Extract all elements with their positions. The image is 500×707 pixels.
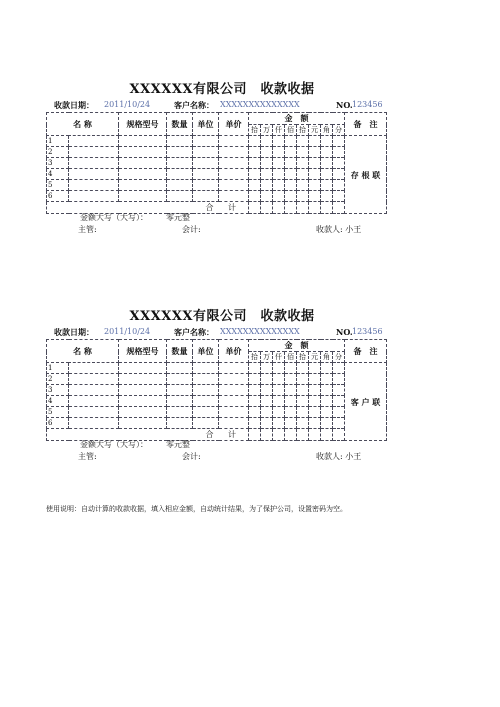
row-number: 5 [47, 180, 69, 191]
amount-digit-cell[interactable] [273, 180, 285, 191]
amount-words-label: 金额大写（大写）： [80, 440, 148, 449]
amount-digit-cell[interactable] [309, 418, 321, 429]
total-digit-cell[interactable] [249, 429, 261, 441]
total-digit-cell[interactable] [273, 202, 285, 214]
amount-words-value: 零元整 [166, 440, 190, 449]
row-number: 1 [47, 363, 69, 374]
amount-digit-cell[interactable] [249, 396, 261, 407]
amount-digit-cell[interactable] [297, 158, 309, 169]
amount-digit-cell[interactable] [297, 363, 309, 374]
item-price-cell[interactable] [219, 169, 249, 180]
total-digit-cell[interactable] [261, 202, 273, 214]
amount-digit-cell[interactable] [273, 363, 285, 374]
item-price-cell[interactable] [219, 363, 249, 374]
item-spec-cell[interactable] [119, 418, 167, 429]
amount-digit-cell[interactable] [333, 158, 345, 169]
amount-digit-cell[interactable] [261, 418, 273, 429]
item-qty-cell[interactable] [167, 418, 193, 429]
item-qty-cell[interactable] [167, 191, 193, 202]
item-spec-cell[interactable] [119, 180, 167, 191]
payee-label: 收款人: 小王 [316, 225, 362, 234]
amount-digit-cell[interactable] [261, 158, 273, 169]
amount-digit-cell[interactable] [249, 407, 261, 418]
item-spec-cell[interactable] [119, 396, 167, 407]
amount-digit-cell[interactable] [273, 169, 285, 180]
header-unit: 单位 [193, 340, 219, 363]
amount-digit-cell[interactable] [273, 147, 285, 158]
amount-digit-cell[interactable] [321, 418, 333, 429]
row-number: 4 [47, 169, 69, 180]
item-unit-cell[interactable] [193, 136, 219, 147]
item-unit-cell[interactable] [193, 158, 219, 169]
amount-digit-cell[interactable] [273, 407, 285, 418]
amount-digit-cell[interactable] [297, 136, 309, 147]
amount-digit-cell[interactable] [285, 374, 297, 385]
item-unit-cell[interactable] [193, 191, 219, 202]
amount-digit-cell[interactable] [249, 147, 261, 158]
digit-header: 元 [309, 352, 321, 363]
customer-label: 客户名称： [174, 327, 214, 337]
row-number: 3 [47, 158, 69, 169]
digit-header: 仟 [273, 352, 285, 363]
customer-label: 客户名称： [174, 100, 214, 110]
receipt-title: XXXXXX有限公司 收款收据 [129, 309, 315, 324]
item-unit-cell[interactable] [193, 396, 219, 407]
amount-digit-cell[interactable] [321, 407, 333, 418]
amount-digit-cell[interactable] [333, 363, 345, 374]
item-name-cell[interactable] [69, 158, 119, 169]
amount-digit-cell[interactable] [285, 385, 297, 396]
item-name-cell[interactable] [69, 169, 119, 180]
date-value: 2011/10/24 [104, 100, 151, 109]
digit-header: 佰 [285, 125, 297, 136]
row-number: 6 [47, 191, 69, 202]
item-unit-cell[interactable] [193, 374, 219, 385]
amount-digit-cell[interactable] [333, 147, 345, 158]
digit-header: 仟 [273, 125, 285, 136]
digit-header: 万 [261, 352, 273, 363]
item-qty-cell[interactable] [167, 180, 193, 191]
copy-stub-label: 存 根 联 [345, 136, 387, 214]
amount-digit-cell[interactable] [261, 191, 273, 202]
item-name-cell[interactable] [69, 418, 119, 429]
total-digit-cell[interactable] [333, 429, 345, 441]
amount-digit-cell[interactable] [285, 396, 297, 407]
item-name-cell[interactable] [69, 136, 119, 147]
date-label: 收款日期： [54, 100, 94, 110]
usage-note: 使用说明：自动计算的收款收据，填入相应金额，自动统计结果，为了保护公司，设置密码为空。 [46, 505, 347, 513]
item-name-cell[interactable] [69, 191, 119, 202]
amount-digit-cell[interactable] [249, 158, 261, 169]
amount-digit-cell[interactable] [285, 363, 297, 374]
amount-digit-cell[interactable] [309, 363, 321, 374]
item-spec-cell[interactable] [119, 169, 167, 180]
item-qty-cell[interactable] [167, 363, 193, 374]
receipt-no-label: NO. [336, 327, 353, 337]
total-digit-cell[interactable] [309, 429, 321, 441]
payee-label: 收款人: 小王 [316, 452, 362, 461]
item-qty-cell[interactable] [167, 385, 193, 396]
header-qty: 数量 [167, 113, 193, 136]
amount-digit-cell[interactable] [273, 136, 285, 147]
amount-digit-cell[interactable] [249, 191, 261, 202]
receipt-title: XXXXXX有限公司 收款收据 [129, 82, 315, 97]
item-unit-cell[interactable] [193, 385, 219, 396]
amount-digit-cell[interactable] [249, 418, 261, 429]
total-digit-cell[interactable] [249, 202, 261, 214]
customer-value: XXXXXXXXXXXXXX [220, 327, 300, 336]
amount-digit-cell[interactable] [321, 147, 333, 158]
amount-digit-cell[interactable] [309, 169, 321, 180]
item-qty-cell[interactable] [167, 147, 193, 158]
item-qty-cell[interactable] [167, 374, 193, 385]
amount-digit-cell[interactable] [333, 385, 345, 396]
total-digit-cell[interactable] [297, 429, 309, 441]
digit-header: 分 [333, 125, 345, 136]
amount-digit-cell[interactable] [321, 136, 333, 147]
item-name-cell[interactable] [69, 407, 119, 418]
total-digit-cell[interactable] [261, 429, 273, 441]
item-qty-cell[interactable] [167, 136, 193, 147]
receipt-no-value: 123456 [352, 327, 383, 336]
amount-digit-cell[interactable] [273, 374, 285, 385]
item-price-cell[interactable] [219, 396, 249, 407]
receipt-info-row [46, 100, 398, 112]
amount-digit-cell[interactable] [285, 136, 297, 147]
amount-digit-cell[interactable] [273, 385, 285, 396]
total-label: 合 计 [47, 202, 249, 214]
item-name-cell[interactable] [69, 385, 119, 396]
digit-header: 拾 [249, 125, 261, 136]
item-unit-cell[interactable] [193, 180, 219, 191]
item-spec-cell[interactable] [119, 147, 167, 158]
header-spec: 规格型号 [119, 340, 167, 363]
item-price-cell[interactable] [219, 385, 249, 396]
item-unit-cell[interactable] [193, 407, 219, 418]
amount-digit-cell[interactable] [333, 169, 345, 180]
row-number: 2 [47, 374, 69, 385]
item-qty-cell[interactable] [167, 396, 193, 407]
header-remark: 备 注 [345, 113, 387, 136]
amount-digit-cell[interactable] [309, 136, 321, 147]
amount-digit-cell[interactable] [249, 374, 261, 385]
digit-header: 拾 [297, 125, 309, 136]
item-spec-cell[interactable] [119, 191, 167, 202]
item-unit-cell[interactable] [193, 169, 219, 180]
item-price-cell[interactable] [219, 136, 249, 147]
header-amount: 金 额 [249, 113, 345, 125]
amount-digit-cell[interactable] [333, 418, 345, 429]
item-spec-cell[interactable] [119, 158, 167, 169]
item-name-cell[interactable] [69, 180, 119, 191]
row-number: 2 [47, 147, 69, 158]
digit-header: 分 [333, 352, 345, 363]
item-price-cell[interactable] [219, 147, 249, 158]
accountant-label: 会计: [182, 452, 201, 461]
date-label: 收款日期： [54, 327, 94, 337]
amount-digit-cell[interactable] [273, 396, 285, 407]
header-amount: 金 额 [249, 340, 345, 352]
item-qty-cell[interactable] [167, 407, 193, 418]
header-unit: 单位 [193, 113, 219, 136]
item-spec-cell[interactable] [119, 136, 167, 147]
amount-digit-cell[interactable] [249, 363, 261, 374]
amount-digit-cell[interactable] [261, 147, 273, 158]
supervisor-label: 主管: [78, 452, 97, 461]
header-price: 单价 [219, 340, 249, 363]
amount-digit-cell[interactable] [321, 385, 333, 396]
item-qty-cell[interactable] [167, 158, 193, 169]
customer-value: XXXXXXXXXXXXXX [220, 100, 300, 109]
item-spec-cell[interactable] [119, 407, 167, 418]
item-qty-cell[interactable] [167, 169, 193, 180]
amount-digit-cell[interactable] [309, 385, 321, 396]
amount-digit-cell[interactable] [297, 147, 309, 158]
digit-header: 佰 [285, 352, 297, 363]
receipt-info-row [46, 327, 398, 339]
item-unit-cell[interactable] [193, 363, 219, 374]
total-digit-cell[interactable] [321, 202, 333, 214]
item-spec-cell[interactable] [119, 374, 167, 385]
supervisor-label: 主管: [78, 225, 97, 234]
item-spec-cell[interactable] [119, 385, 167, 396]
item-price-cell[interactable] [219, 158, 249, 169]
amount-digit-cell[interactable] [297, 385, 309, 396]
total-digit-cell[interactable] [321, 429, 333, 441]
amount-words-label: 金额大写（大写）： [80, 213, 148, 222]
item-unit-cell[interactable] [193, 147, 219, 158]
item-name-cell[interactable] [69, 147, 119, 158]
item-unit-cell[interactable] [193, 418, 219, 429]
header-name: 名 称 [47, 113, 119, 136]
amount-digit-cell[interactable] [285, 158, 297, 169]
amount-digit-cell[interactable] [261, 385, 273, 396]
amount-digit-cell[interactable] [261, 136, 273, 147]
item-name-cell[interactable] [69, 396, 119, 407]
amount-digit-cell[interactable] [297, 169, 309, 180]
amount-digit-cell[interactable] [285, 169, 297, 180]
header-name: 名 称 [47, 340, 119, 363]
amount-digit-cell[interactable] [309, 396, 321, 407]
header-qty: 数量 [167, 340, 193, 363]
amount-digit-cell[interactable] [333, 396, 345, 407]
amount-digit-cell[interactable] [297, 191, 309, 202]
amount-digit-cell[interactable] [321, 169, 333, 180]
amount-digit-cell[interactable] [285, 180, 297, 191]
receipt-no-value: 123456 [352, 100, 383, 109]
amount-digit-cell[interactable] [249, 136, 261, 147]
amount-digit-cell[interactable] [333, 407, 345, 418]
item-price-cell[interactable] [219, 407, 249, 418]
digit-header: 拾 [297, 352, 309, 363]
total-label: 合 计 [47, 429, 249, 441]
amount-digit-cell[interactable] [309, 180, 321, 191]
amount-digit-cell[interactable] [261, 169, 273, 180]
digit-header: 元 [309, 125, 321, 136]
amount-digit-cell[interactable] [285, 418, 297, 429]
total-digit-cell[interactable] [273, 429, 285, 441]
header-price: 单价 [219, 113, 249, 136]
amount-digit-cell[interactable] [261, 396, 273, 407]
digit-header: 拾 [249, 352, 261, 363]
total-digit-cell[interactable] [285, 429, 297, 441]
amount-digit-cell[interactable] [249, 169, 261, 180]
amount-digit-cell[interactable] [333, 136, 345, 147]
total-digit-cell[interactable] [309, 202, 321, 214]
digit-header: 角 [321, 352, 333, 363]
date-value: 2011/10/24 [104, 327, 151, 336]
amount-digit-cell[interactable] [297, 180, 309, 191]
amount-digit-cell[interactable] [321, 158, 333, 169]
header-remark: 备 注 [345, 340, 387, 363]
amount-digit-cell[interactable] [261, 363, 273, 374]
item-spec-cell[interactable] [119, 363, 167, 374]
amount-digit-cell[interactable] [261, 407, 273, 418]
amount-digit-cell[interactable] [321, 396, 333, 407]
amount-digit-cell[interactable] [261, 374, 273, 385]
header-spec: 规格型号 [119, 113, 167, 136]
row-number: 6 [47, 418, 69, 429]
row-number: 3 [47, 385, 69, 396]
amount-digit-cell[interactable] [249, 385, 261, 396]
item-price-cell[interactable] [219, 374, 249, 385]
amount-digit-cell[interactable] [333, 374, 345, 385]
amount-digit-cell[interactable] [273, 158, 285, 169]
receipt-no-label: NO. [336, 100, 353, 110]
amount-digit-cell[interactable] [261, 180, 273, 191]
amount-digit-cell[interactable] [321, 191, 333, 202]
amount-digit-cell[interactable] [309, 191, 321, 202]
digit-header: 角 [321, 125, 333, 136]
item-price-cell[interactable] [219, 418, 249, 429]
amount-digit-cell[interactable] [285, 147, 297, 158]
amount-digit-cell[interactable] [309, 374, 321, 385]
amount-digit-cell[interactable] [333, 180, 345, 191]
amount-digit-cell[interactable] [285, 407, 297, 418]
amount-digit-cell[interactable] [297, 418, 309, 429]
item-price-cell[interactable] [219, 191, 249, 202]
amount-digit-cell[interactable] [321, 180, 333, 191]
amount-digit-cell[interactable] [297, 396, 309, 407]
amount-digit-cell[interactable] [273, 418, 285, 429]
amount-digit-cell[interactable] [309, 147, 321, 158]
receipt-table [46, 339, 387, 441]
amount-digit-cell[interactable] [309, 407, 321, 418]
amount-digit-cell[interactable] [309, 158, 321, 169]
item-name-cell[interactable] [69, 374, 119, 385]
item-name-cell[interactable] [69, 363, 119, 374]
amount-digit-cell[interactable] [321, 363, 333, 374]
amount-digit-cell[interactable] [285, 191, 297, 202]
amount-words-value: 零元整 [166, 213, 190, 222]
row-number: 5 [47, 407, 69, 418]
item-price-cell[interactable] [219, 180, 249, 191]
total-digit-cell[interactable] [333, 202, 345, 214]
amount-digit-cell[interactable] [297, 374, 309, 385]
row-number: 4 [47, 396, 69, 407]
accountant-label: 会计: [182, 225, 201, 234]
digit-header: 万 [261, 125, 273, 136]
receipt-table [46, 112, 387, 214]
row-number: 1 [47, 136, 69, 147]
amount-digit-cell[interactable] [297, 407, 309, 418]
amount-digit-cell[interactable] [333, 191, 345, 202]
copy-stub-label: 客 户 联 [345, 363, 387, 441]
amount-digit-cell[interactable] [273, 191, 285, 202]
total-digit-cell[interactable] [297, 202, 309, 214]
amount-digit-cell[interactable] [321, 374, 333, 385]
total-digit-cell[interactable] [285, 202, 297, 214]
amount-digit-cell[interactable] [249, 180, 261, 191]
